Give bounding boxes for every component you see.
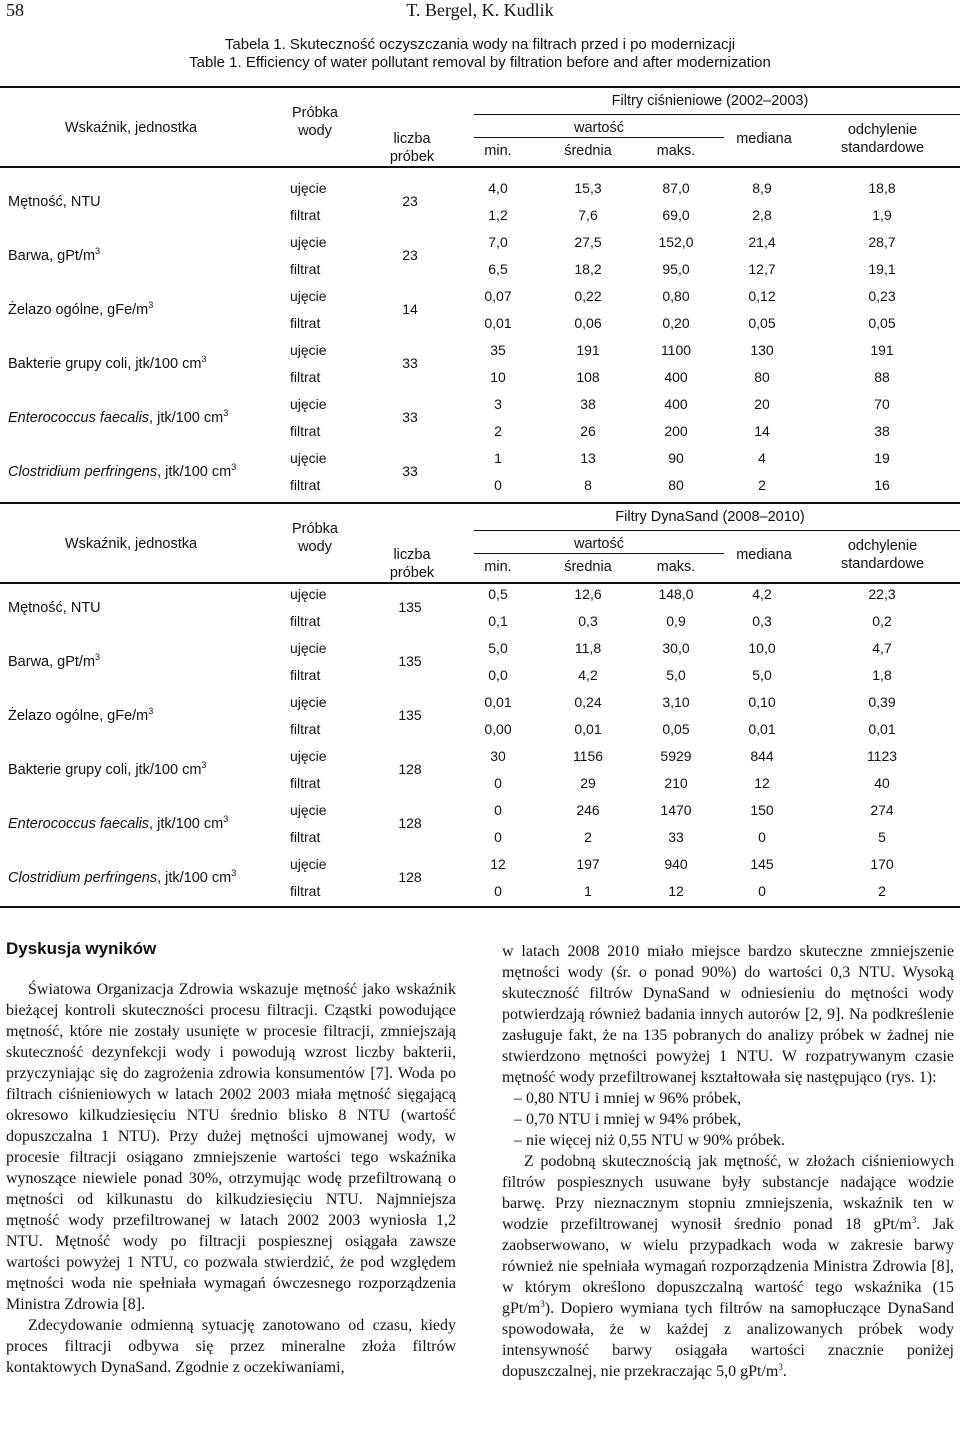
value-filtrate: 8	[584, 477, 592, 493]
value-filtrate: 0,00	[484, 721, 512, 737]
paragraph: Światowa Organizacja Zdrowia wskazuje mętność jako wskaźnik bieżącej kontroli skuteczności procesu filtracji. Cząstki powodujące mętność, które nie zostały usunięte w procesie filtracji, zmniejszają skuteczność dezynfekcji wody i powodują wzrost liczby bakterii, przyczyniając się do zagrożenia zdrowia konsumentów [7]. Woda po filtrach ciśnieniowych w latach 2002 2003 miała mętność sięgającą okresowo kilkudziesięciu NTU średnio blisko 8 NTU (wartość dopuszczalna 1 NTU). Przy dużej mętności ujmowanej wody, w procesie filtracji osiągano zmniejszenie wartości tego wskaźnika wynoszące niewiele ponad 30%, otrzymując wodę przefiltrowaną o mętności od kilkunastu do kilkudziesięciu NTU. Najmniejsza mętność wody przefiltrowanej w latach 2002 2003 wyniosła 1,2 NTU. Mętność wody po filtracji pospiesznej osiągała zawsze wartości powyżej 1 NTU, co pozwala stwierdzić, że pod względem mętności woda nie spełniała wymagań ówczesnego rozporządzenia Ministra Zdrowia [8].	[6, 981, 456, 1313]
table-caption	[0, 36, 960, 72]
value-intake: 27,5	[574, 234, 602, 250]
value-filtrate: 0,9	[666, 613, 686, 629]
value-filtrate: 0,01	[484, 315, 512, 331]
table-rule-bottom	[0, 906, 960, 908]
value-filtrate: 0,20	[662, 315, 690, 331]
header-divider	[474, 553, 724, 554]
value-filtrate: 12	[754, 775, 770, 791]
header-divider	[474, 137, 724, 138]
value-intake: 38	[580, 396, 596, 412]
value-intake: 0,24	[574, 694, 602, 710]
value-filtrate: 38	[874, 423, 890, 439]
value-intake: 400	[664, 396, 688, 412]
value-filtrate: 0	[494, 775, 502, 791]
value-filtrate: 5	[878, 829, 886, 845]
value-intake: 5,0	[488, 640, 508, 656]
value-intake: 19	[874, 450, 890, 466]
value-filtrate: 95,0	[662, 261, 690, 277]
sample-intake-label: ujęcie	[290, 396, 327, 412]
value-filtrate: 10	[490, 369, 506, 385]
column-header-sd: odchylenie standardowe	[840, 122, 925, 156]
indicator-label: Mętność, NTU	[8, 194, 101, 210]
value-filtrate: 0,05	[662, 721, 690, 737]
sample-filtrate-label: filtrat	[290, 315, 321, 331]
value-intake: 3,10	[662, 694, 690, 710]
sample-filtrate-label: filtrat	[290, 721, 321, 737]
sample-intake-label: ujęcie	[290, 586, 327, 602]
indicator-label: Barwa, gPt/$m^3$	[8, 246, 101, 264]
value-filtrate: 1	[584, 883, 592, 899]
value-intake: 70	[874, 396, 890, 412]
value-intake: 148,0	[658, 586, 694, 602]
text-column-left	[6, 938, 456, 1378]
page-number: 58	[6, 0, 24, 20]
column-header-min: min.	[484, 559, 512, 575]
value-filtrate: 0,05	[868, 315, 896, 331]
value-filtrate: 14	[754, 423, 770, 439]
list-item: – nie więcej niż 0,55 NTU w 90% próbek.	[514, 1132, 786, 1149]
sample-count: 128	[398, 869, 422, 885]
sample-filtrate-label: filtrat	[290, 883, 321, 899]
value-intake: 5929	[660, 748, 692, 764]
value-filtrate: 0,01	[868, 721, 896, 737]
table-rule-header	[0, 166, 960, 168]
sample-filtrate-label: filtrat	[290, 369, 321, 385]
paragraph: Z podobną skutecznością jak mętność, w złożach ciśnieniowych filtrów pospiesznych usuwane były substancje nadające wodzie barwę. Przy nieznacznym stopniu zmniejszenia, wskaźnik ten w wodzie przefiltrowanej wynosił średnio ponad 18 gPt/$m^3$. Jak zaobserwowano, w wielu przypadkach woda w zakresie barwy również nie spełniała wymagań rozporządzenia Ministra Zdrowia [8], w którym określono dopuszczalną wartość tego wskaźnika (15 gPt/$m^3$). Dopiero wymiana tych filtrów na samopłuczące DynaSand spowodowała, że w każdej z analizowanych próbek wody intensywność barwy osiągała wartości znacznie poniżej dopuszczalnej, nie przekraczając 5,0 gPt/$m^3$.	[502, 1153, 954, 1380]
value-filtrate: 88	[874, 369, 890, 385]
value-intake: 30	[490, 748, 506, 764]
value-intake: 21,4	[748, 234, 776, 250]
value-intake: 274	[870, 802, 894, 818]
value-filtrate: 5,0	[752, 667, 772, 683]
value-intake: 0,10	[748, 694, 776, 710]
paragraph: Zdecydowanie odmienną sytuację zanotowano od czasu, kiedy proces filtracji odbywa się przez mineralne złoża filtrów kontaktowych DynaSand. Zgodnie z oczekiwaniami,	[6, 1317, 456, 1376]
value-filtrate: 1,8	[872, 667, 892, 683]
column-header-count: liczba próbek	[389, 547, 435, 581]
value-intake: 145	[750, 856, 774, 872]
sample-filtrate-label: filtrat	[290, 423, 321, 439]
sample-intake-label: ujęcie	[290, 288, 327, 304]
value-filtrate: 400	[664, 369, 688, 385]
indicator-label: Bakterie grupy coli, jtk/100 $cm^3$	[8, 760, 207, 778]
sample-intake-label: ujęcie	[290, 234, 327, 250]
value-intake: 130	[750, 342, 774, 358]
indicator-label: Clostridium perfringens, jtk/100 $cm^3$	[8, 868, 237, 886]
table-caption-en: Table 1. Efficiency of water pollutant removal by filtration before and after modernization	[189, 54, 771, 71]
value-filtrate: 2	[584, 829, 592, 845]
value-intake: 150	[750, 802, 774, 818]
value-filtrate: 0,0	[488, 667, 508, 683]
table-rule-top	[0, 502, 960, 504]
list-item: – 0,70 NTU i mniej w 94% próbek,	[514, 1111, 742, 1128]
value-filtrate: 16	[874, 477, 890, 493]
value-intake: 20	[754, 396, 770, 412]
value-intake: 1123	[866, 748, 898, 764]
value-filtrate: 12,7	[748, 261, 776, 277]
discussion-section	[0, 938, 960, 1433]
sample-intake-label: ujęcie	[290, 342, 327, 358]
sample-count: 33	[402, 409, 418, 425]
sample-count: 128	[398, 815, 422, 831]
value-filtrate: 7,6	[578, 207, 598, 223]
sample-filtrate-label: filtrat	[290, 261, 321, 277]
value-filtrate: 0	[758, 883, 766, 899]
value-intake: 22,3	[868, 586, 896, 602]
column-header-median: mediana	[736, 547, 792, 563]
sample-filtrate-label: filtrat	[290, 207, 321, 223]
column-header-min: min.	[484, 143, 512, 159]
value-filtrate: 0,05	[748, 315, 776, 331]
value-filtrate: 0,2	[872, 613, 892, 629]
section-title: Filtry ciśnieniowe (2002–2003)	[611, 93, 809, 109]
table-rule-top	[0, 86, 960, 88]
value-intake: 30,0	[662, 640, 690, 656]
value-intake: 12	[490, 856, 506, 872]
value-intake: 11,8	[574, 640, 602, 656]
value-filtrate: 5,0	[666, 667, 686, 683]
value-filtrate: 80	[754, 369, 770, 385]
sample-count: 128	[398, 761, 422, 777]
sample-count: 135	[398, 653, 422, 669]
indicator-label: Barwa, gPt/$m^3$	[8, 652, 101, 670]
value-intake: 0,80	[662, 288, 690, 304]
sample-intake-label: ujęcie	[290, 180, 327, 196]
value-intake: 246	[576, 802, 600, 818]
column-header-indicator: Wskaźnik, jednostka	[64, 120, 198, 136]
value-filtrate: 0	[494, 883, 502, 899]
value-filtrate: 4,2	[578, 667, 598, 683]
value-intake: 940	[664, 856, 688, 872]
sample-intake-label: ujęcie	[290, 694, 327, 710]
sample-filtrate-label: filtrat	[290, 477, 321, 493]
column-header-value: wartość	[574, 536, 624, 552]
paragraph: w latach 2008 2010 miało miejsce bardzo skuteczne zmniejszenie mętności wody (śr. o ponad 90%) do wartości 0,3 NTU. Wysoką skuteczność filtrów DynaSand w odniesieniu do mętności wody potwierdzają również badania innych autorów [2, 9]. Na podkreślenie zasługuje fakt, że na 135 pobranych do analizy próbek w żadnej nie stwierdzono mętności powyżej 1 NTU. W rozpatrywanym czasie mętność wody przefiltrowanej kształtowała się następująco (rys. 1):	[502, 943, 954, 1086]
sample-intake-label: ujęcie	[290, 640, 327, 656]
value-intake: 4,7	[872, 640, 892, 656]
value-intake: 90	[668, 450, 684, 466]
indicator-label: Żelazo ogólne, gFe/$m^3$	[8, 300, 154, 318]
sample-count: 33	[402, 463, 418, 479]
value-intake: 1100	[660, 342, 692, 358]
value-filtrate: 80	[668, 477, 684, 493]
value-filtrate: 40	[874, 775, 890, 791]
value-filtrate: 1,2	[488, 207, 508, 223]
sample-count: 23	[402, 193, 418, 209]
value-intake: 0,23	[868, 288, 896, 304]
value-intake: 15,3	[574, 180, 602, 196]
value-filtrate: 1,9	[872, 207, 892, 223]
value-intake: 12,6	[574, 586, 602, 602]
value-filtrate: 0,01	[748, 721, 776, 737]
sample-intake-label: ujęcie	[290, 856, 327, 872]
indicator-label: Clostridium perfringens, jtk/100 $cm^3$	[8, 462, 237, 480]
sample-filtrate-label: filtrat	[290, 667, 321, 683]
value-intake: 35	[490, 342, 506, 358]
value-intake: 28,7	[868, 234, 896, 250]
value-intake: 170	[870, 856, 894, 872]
value-intake: 4,2	[752, 586, 772, 602]
value-intake: 4,0	[488, 180, 508, 196]
header-divider	[474, 114, 960, 115]
column-header-max: maks.	[656, 559, 696, 575]
column-header-sd: odchylenie standardowe	[840, 538, 925, 572]
column-header-indicator: Wskaźnik, jednostka	[64, 536, 198, 552]
value-filtrate: 108	[576, 369, 600, 385]
value-filtrate: 2	[494, 423, 502, 439]
value-filtrate: 0,3	[578, 613, 598, 629]
value-filtrate: 0	[758, 829, 766, 845]
column-header-max: maks.	[656, 143, 696, 159]
value-filtrate: 200	[664, 423, 688, 439]
column-header-median: mediana	[736, 131, 792, 147]
value-filtrate: 33	[668, 829, 684, 845]
value-intake: 197	[576, 856, 600, 872]
value-filtrate: 0	[494, 477, 502, 493]
value-filtrate: 6,5	[488, 261, 508, 277]
value-intake: 0	[494, 802, 502, 818]
value-filtrate: 29	[580, 775, 596, 791]
sample-count: 135	[398, 599, 422, 615]
section-title: Filtry DynaSand (2008–2010)	[615, 509, 805, 525]
value-intake: 191	[576, 342, 600, 358]
indicator-label: Żelazo ogólne, gFe/$m^3$	[8, 706, 154, 724]
header-divider	[474, 530, 960, 531]
table-caption-pl: Tabela 1. Skuteczność oczyszczania wody na filtrach przed i po modernizacji	[224, 36, 736, 53]
table-rule-header	[0, 582, 960, 584]
section-heading: Dyskusja wyników	[6, 939, 157, 958]
value-filtrate: 18,2	[574, 261, 602, 277]
value-filtrate: 0,06	[574, 315, 602, 331]
indicator-label: Bakterie grupy coli, jtk/100 $cm^3$	[8, 354, 207, 372]
value-intake: 0,22	[574, 288, 602, 304]
value-filtrate: 210	[664, 775, 688, 791]
value-filtrate: 2	[758, 477, 766, 493]
value-intake: 18,8	[868, 180, 896, 196]
indicator-label: Enterococcus faecalis, jtk/100 $cm^3$	[8, 814, 229, 832]
sample-filtrate-label: filtrat	[290, 775, 321, 791]
value-intake: 152,0	[658, 234, 694, 250]
sample-count: 135	[398, 707, 422, 723]
sample-count: 14	[402, 301, 418, 317]
value-filtrate: 19,1	[868, 261, 896, 277]
text-column-right	[502, 941, 954, 1382]
sample-intake-label: ujęcie	[290, 450, 327, 466]
value-filtrate: 0,1	[488, 613, 508, 629]
value-intake: 10,0	[748, 640, 776, 656]
value-intake: 3	[494, 396, 502, 412]
value-filtrate: 2,8	[752, 207, 772, 223]
value-filtrate: 0	[494, 829, 502, 845]
page-header	[0, 0, 960, 22]
value-filtrate: 2	[878, 883, 886, 899]
indicator-label: Enterococcus faecalis, jtk/100 $cm^3$	[8, 408, 229, 426]
indicator-label: Mętność, NTU	[8, 600, 101, 616]
column-header-mean: średnia	[564, 143, 612, 159]
value-filtrate: 69,0	[662, 207, 690, 223]
value-intake: 191	[870, 342, 894, 358]
value-filtrate: 0,01	[574, 721, 602, 737]
column-header-value: wartość	[574, 120, 624, 136]
value-intake: 13	[580, 450, 596, 466]
sample-intake-label: ujęcie	[290, 802, 327, 818]
column-header-sample: Próbka wody	[292, 521, 338, 555]
value-intake: 0,5	[488, 586, 508, 602]
sample-filtrate-label: filtrat	[290, 829, 321, 845]
value-intake: 7,0	[488, 234, 508, 250]
sample-count: 23	[402, 247, 418, 263]
value-filtrate: 0,3	[752, 613, 772, 629]
running-head: T. Bergel, K. Kudlik	[406, 0, 554, 20]
value-intake: 0,07	[484, 288, 512, 304]
value-intake: 87,0	[662, 180, 690, 196]
value-filtrate: 12	[668, 883, 684, 899]
value-intake: 4	[758, 450, 766, 466]
column-header-count: liczba próbek	[389, 131, 435, 165]
list-item: – 0,80 NTU i mniej w 96% próbek,	[514, 1090, 742, 1107]
sample-count: 33	[402, 355, 418, 371]
value-intake: 8,9	[752, 180, 772, 196]
value-filtrate: 26	[580, 423, 596, 439]
value-intake: 0,12	[748, 288, 776, 304]
value-intake: 1156	[572, 748, 604, 764]
column-header-sample: Próbka wody	[292, 105, 338, 139]
value-intake: 0,39	[868, 694, 896, 710]
value-intake: 1470	[660, 802, 692, 818]
value-intake: 0,01	[484, 694, 512, 710]
sample-filtrate-label: filtrat	[290, 613, 321, 629]
value-intake: 1	[494, 450, 502, 466]
sample-intake-label: ujęcie	[290, 748, 327, 764]
column-header-mean: średnia	[564, 559, 612, 575]
value-intake: 844	[750, 748, 774, 764]
